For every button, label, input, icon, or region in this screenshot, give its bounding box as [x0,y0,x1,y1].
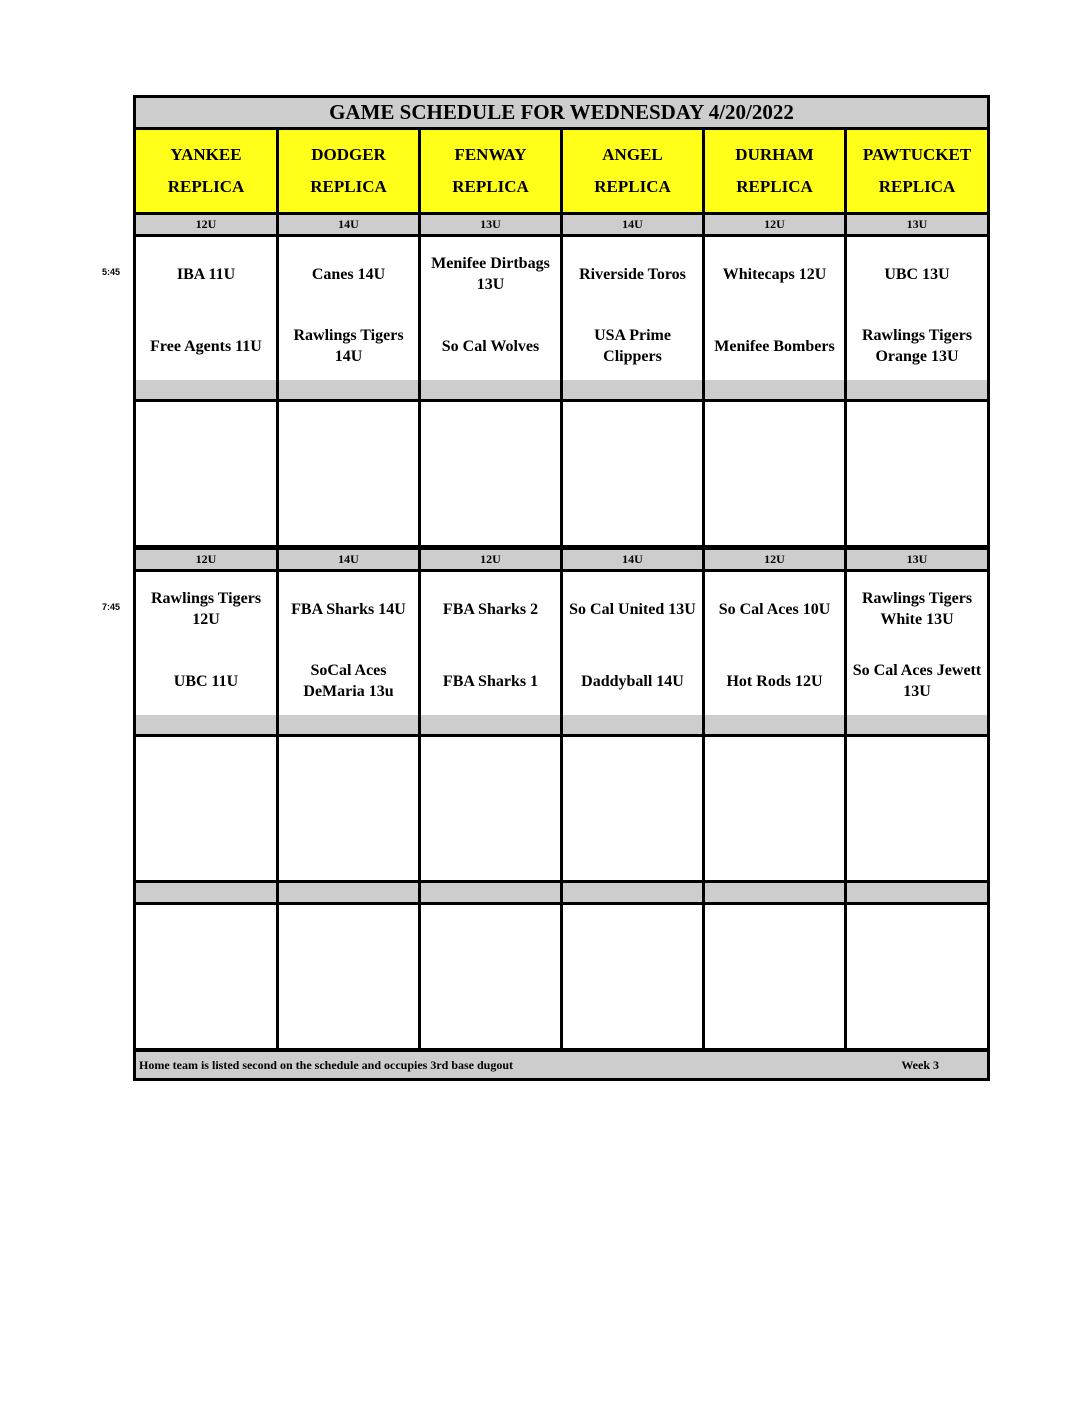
game-cell [847,737,987,880]
home-team: So Cal Aces Jewett 13U [852,662,982,700]
game-schedule-table [133,95,990,1081]
field-name: YANKEE [170,145,242,164]
home-team: SoCal Aces DeMaria 13u [303,662,394,700]
field-name: DODGER [311,145,386,164]
division-label: 14U [279,550,418,569]
home-team: FBA Sharks 1 [442,672,539,690]
field-type: REPLICA [310,177,387,196]
field-name: FENWAY [454,145,527,164]
division-label [421,380,560,399]
division-label [421,715,560,734]
game-cell [563,737,702,880]
home-team [136,991,276,1037]
division-label: 12U [421,550,560,569]
away-team [847,919,987,965]
away-team [136,919,276,965]
home-team [705,991,844,1037]
home-team [563,823,702,869]
game-cell [705,572,844,715]
home-team [563,488,702,534]
division-label [136,380,276,399]
game-cell [421,402,560,545]
away-team: FBA Sharks 2 [442,600,539,618]
field-header-durham [705,130,844,212]
away-team: Rawlings Tigers 12U [150,590,262,628]
away-team: Riverside Toros [579,265,686,283]
away-team: So Cal Aces 10U [718,600,831,618]
field-header-dodger [279,130,418,212]
game-cell [847,572,987,715]
away-team: IBA 11U [176,265,236,283]
game-cell [563,905,702,1048]
field-name: PAWTUCKET [862,145,972,164]
game-cell [136,237,276,380]
game-cell [279,237,418,380]
game-cell [421,737,560,880]
home-team [563,991,702,1037]
away-team [705,751,844,797]
home-team: USA Prime Clippers [594,327,671,365]
home-team [847,823,987,869]
division-label: 12U [136,550,276,569]
away-team [421,416,560,462]
week-label: Week 3 [901,1057,939,1072]
field-name: ANGEL [602,145,663,164]
division-label [136,715,276,734]
division-label [136,883,276,902]
division-label [279,883,418,902]
away-team [563,919,702,965]
game-cell [563,402,702,545]
away-team [136,416,276,462]
game-cell [279,402,418,545]
game-cell [421,905,560,1048]
division-label [705,883,844,902]
division-label: 12U [136,215,276,234]
game-cell [279,572,418,715]
division-label [705,380,844,399]
away-team: Whitecaps 12U [722,265,827,283]
away-team [705,919,844,965]
away-team [563,416,702,462]
home-team [847,991,987,1037]
home-team [421,823,560,869]
schedule-title: GAME SCHEDULE FOR WEDNESDAY 4/20/2022 [136,98,987,127]
field-type: REPLICA [736,177,813,196]
game-cell [705,737,844,880]
away-team [563,751,702,797]
division-label: 13U [847,215,987,234]
division-label [563,380,702,399]
division-label: 14U [563,550,702,569]
away-team: Rawlings Tigers White 13U [861,590,973,628]
field-type: REPLICA [878,177,956,196]
game-cell [847,905,987,1048]
game-cell [847,237,987,380]
home-team: So Cal Wolves [441,337,540,355]
division-label [847,715,987,734]
away-team [421,919,560,965]
away-team: So Cal United 13U [569,600,696,618]
home-team [705,823,844,869]
home-team: Daddyball 14U [581,672,684,690]
game-cell [136,402,276,545]
division-label [279,380,418,399]
home-team: Free Agents 11U [150,337,262,355]
field-header-yankee [136,130,276,212]
division-label [563,883,702,902]
division-label: 13U [421,215,560,234]
away-team [279,919,418,965]
away-team: Canes 14U [311,265,386,283]
home-team [847,488,987,534]
division-label [279,715,418,734]
division-label: 14U [279,215,418,234]
away-team [136,751,276,797]
game-cell [421,572,560,715]
game-cell [136,572,276,715]
away-team [847,751,987,797]
field-type: REPLICA [452,177,529,196]
home-team: Rawlings Tigers Orange 13U [861,327,973,365]
game-cell [136,905,276,1048]
field-type: REPLICA [594,177,671,196]
division-label [847,380,987,399]
away-team [279,751,418,797]
slot-time-label: 5:45 [102,267,121,277]
game-cell [279,737,418,880]
game-cell [279,905,418,1048]
home-team [136,488,276,534]
division-label [421,883,560,902]
game-cell [563,237,702,380]
home-team-note: Home team is listed second on the schedule and occupies 3rd base dugout [139,1057,514,1072]
home-team: Rawlings Tigers 14U [293,327,404,365]
division-label [563,715,702,734]
division-label [847,883,987,902]
division-label: 12U [705,550,844,569]
field-header-fenway [421,130,560,212]
game-cell [847,402,987,545]
field-header-angel [563,130,702,212]
home-team [421,991,560,1037]
home-team [279,991,418,1037]
home-team [421,488,560,534]
home-team: Menifee Bombers [714,337,835,355]
game-cell [563,572,702,715]
away-team [705,416,844,462]
home-team [279,823,418,869]
home-team [279,488,418,534]
game-cell [705,402,844,545]
slot-time-label: 7:45 [102,602,121,612]
division-label: 12U [705,215,844,234]
away-team: FBA Sharks 14U [291,600,406,618]
division-label: 13U [847,550,987,569]
away-team [421,751,560,797]
game-cell [421,237,560,380]
home-team: Hot Rods 12U [726,672,823,690]
division-label [705,715,844,734]
field-name: DURHAM [735,145,814,164]
home-team [705,488,844,534]
away-team: UBC 13U [884,265,950,283]
schedule-footer [136,1052,987,1078]
game-cell [705,905,844,1048]
away-team [279,416,418,462]
away-team [847,416,987,462]
division-label: 14U [563,215,702,234]
game-cell [705,237,844,380]
home-team: UBC 11U [173,672,239,690]
field-header-pawtucket [847,130,987,212]
home-team [136,823,276,869]
field-type: REPLICA [167,177,245,196]
away-team: Menifee Dirtbags 13U [431,255,550,293]
game-cell [136,737,276,880]
